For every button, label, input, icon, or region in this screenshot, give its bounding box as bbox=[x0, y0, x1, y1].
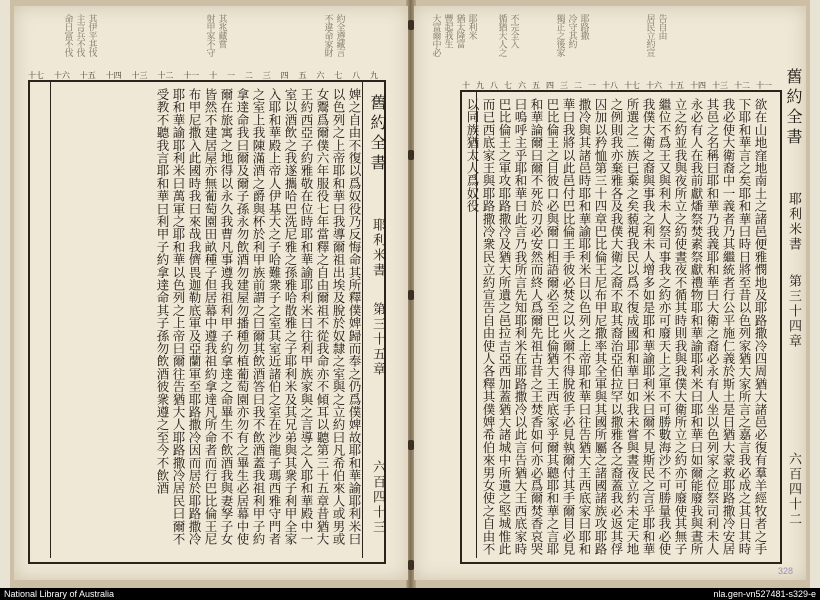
column-number: 十 bbox=[209, 71, 218, 80]
right-body-text: 欲在山地窪地南土之諸邑便雅憫地及耶路撒冷四周猶大諸邑必復有羣羊經牧者之手下耶和華言之矣耶和華曰時日將至昔以色列家猶大家所言之嘉言我必成之其日其時我必使大衛裔中一義者乃其繼統者行公平施仁義於斯土是日猶大蒙救耶路撒冷安居其邑之名稱曰耶和華乃我義耶和華曰大衛之裔必永有人坐以色列家之位祭司利未人永必有人在我前獻燔祭焚素祭獻禮物耶和華諭耶利米曰耶和華曰如爾能廢我與晝所立之約並我與夜所立之約使晝夜不循其時則我與我僕大衛所立之約亦可廢使其無子繼位不爲王又與利未人祭司事我之約亦可廢天上之軍不可勝數海沙不可勝量我必使我僕大衛之裔與事我之利未人增多如是耶和華諭耶利米曰爾不見斯民之言乎耶和華所選之二族已棄之矣藐視我民以爲不復成國耶和華曰如我未嘗與晝夜立約未定天地之例則我亦棄雅各及我僕大衛之裔不取其裔治亞伯拉罕以撒雅各之裔蓋我必返其俘囚加以矜恤第三十四章巴比倫王尼布甲尼撒率其全軍與其國所屬之諸國諸族攻耶路撒冷與其諸邑時耶和華諭耶利米曰以色列之上帝耶和華曰往告猶大王西底家曰耶和華曰我將以此邑付巴比倫王手彼必焚之以火爾不得脫彼手必見執爾付其手爾目必見巴比倫王之目彼口必與爾口相語爾必至巴比倫猶大王西底家乎爾其聽耶和華之言耶和華論爾曰爾不死於刃必安然而終人爲爾先祖古昔之王焚香如何亦必爲爾焚香哀哭曰嗚呼主乎耶和華曰此言乃我所言先知耶利米在耶路撒冷以此言告猶大王西底家時巴比倫王之軍攻耶路撒冷及猶大所遺之邑拉吉亞西加蓋猶大諸城中所遺之堅城惟此而已西底家王與耶路撒冷衆民立約宣告自由使人各釋其僕婢希伯來男女使之自由不以同族猶太人爲奴役 bbox=[465, 98, 768, 556]
book-spread bbox=[10, 0, 810, 588]
column-number: 四 bbox=[280, 71, 289, 80]
margin-note: 不違命家財 bbox=[322, 14, 333, 57]
margin-note: 耶路撒 bbox=[578, 14, 589, 40]
column-number: 十四 bbox=[690, 81, 706, 90]
column-number: 九 bbox=[370, 71, 378, 80]
column-number: 二 bbox=[574, 81, 582, 90]
column-number: 十六 bbox=[646, 81, 662, 90]
column-number: 十六 bbox=[53, 71, 70, 80]
margin-note: 命日富不伐 bbox=[62, 14, 73, 57]
column-number: 十八 bbox=[602, 81, 618, 90]
right-page-number: 六百四十二 bbox=[786, 452, 801, 527]
column-number: 六 bbox=[316, 71, 325, 80]
column-number: 十二 bbox=[157, 71, 174, 80]
column-number: 十五 bbox=[79, 71, 96, 80]
column-number: 三 bbox=[560, 81, 568, 90]
column-number: 十七 bbox=[624, 81, 640, 90]
margin-note: 主言兵不伐 bbox=[74, 14, 85, 57]
column-number: 十三 bbox=[712, 81, 728, 90]
column-number: 十二 bbox=[734, 81, 750, 90]
margin-note: 約全遵藏言 bbox=[334, 14, 345, 57]
right-header-title: 舊約全書 bbox=[784, 68, 803, 148]
column-number: 一 bbox=[588, 81, 596, 90]
right-inner-rule bbox=[462, 92, 477, 558]
right-header-chapter: 第三十四章 bbox=[786, 274, 801, 349]
margin-note: 循猶大人之 bbox=[496, 14, 507, 57]
margin-note: 猶太隆富 bbox=[454, 14, 465, 48]
column-number: 七 bbox=[504, 81, 512, 90]
column-number: 十七 bbox=[28, 71, 44, 80]
column-number: 十一 bbox=[183, 71, 200, 80]
margin-note: 射甲家不守 bbox=[204, 14, 215, 57]
column-number: 一 bbox=[227, 71, 235, 80]
margin-note: 不完全入 bbox=[508, 14, 519, 48]
footer-bar bbox=[0, 588, 820, 600]
right-header-book: 耶利米書 bbox=[786, 192, 801, 252]
footer-right: nla.gen-vn527481-s329-e bbox=[713, 589, 816, 599]
margin-note: 耶利米 bbox=[466, 14, 477, 40]
left-page bbox=[14, 6, 408, 580]
column-number: 八 bbox=[490, 81, 498, 90]
column-number: 六 bbox=[518, 81, 526, 90]
column-number: 五 bbox=[298, 71, 307, 80]
column-number: 三 bbox=[262, 71, 271, 80]
column-number: 九 bbox=[476, 81, 484, 90]
left-body-text: 婢之自由不復以爲奴役乃反悔命其所釋僕婢歸而奉之仍爲僕婢故耶和華諭耶利米曰以色列之上帝耶和華曰我導爾祖出埃及脫於奴隸之室與之立約曰凡希伯來人或男或女鬻爲爾僕六年服役七年當釋之自由爾祖不從我命亦不傾耳以聽第三十五章昔猶大王約西亞子約雅敬在位時耶和華諭耶利米曰往利甲族家與之言導之入耶和華殿中一室以酒飲之我遂攜哈巴洗尼雅之孫雅哈散雅之子耶利米及其兄弟與其衆子利甲全家入耶和華殿上帝人伊基大之子哈難衆子之室其室近諸伯之室在沙龍子瑪西雅守門者之室上我陳滿酒之爵與杯於利甲族前謂之曰爾其飲酒答曰我不飲酒蓋我祖利甲子約拿達命我曰爾及爾子孫永勿飲酒勿建屋勿播種勿植葡萄園亦勿有之畢生必居幕中使爾在旅寓之地得以永久我曹凡事遵我祖利甲子約拿達之命畢生不飲酒我與妻孥子女皆然不建居屋亦無葡萄園田畝種子但居幕中遵我祖約拿達凡所命者而行巴比倫王尼布甲尼撒入此國時我曰來哉我儕畏迦勒底軍及亞蘭軍至耶路撒冷因而居於耶路撒冷耶和華諭耶利米曰萬軍之耶和華以色列之上帝曰爾往告猶大人耶路撒冷居民曰爾不受教不聽我言耶和華曰利甲子約拿達命其子孫勿飲酒彼衆遵之至今不飲酒 bbox=[155, 88, 362, 546]
margin-note: 告自由 bbox=[656, 14, 667, 40]
column-number: 五 bbox=[532, 81, 540, 90]
column-number: 十 bbox=[462, 81, 470, 90]
left-page-number: 六百四十三 bbox=[370, 460, 385, 535]
left-outer-rule bbox=[28, 82, 51, 558]
margin-note: 冷守其約 bbox=[566, 14, 577, 48]
left-header-book: 耶利米書 bbox=[370, 218, 385, 278]
margin-note: 大富爾中必 bbox=[430, 14, 441, 57]
column-number: 十五 bbox=[668, 81, 684, 90]
column-number: 十三 bbox=[131, 71, 148, 80]
margin-note: 居民立約宣 bbox=[644, 14, 655, 57]
left-header-title: 舊約全書 bbox=[368, 94, 387, 174]
column-number: 四 bbox=[546, 81, 554, 90]
column-number: 十一 bbox=[756, 81, 772, 90]
margin-note: 其兆藏嘗 bbox=[216, 14, 227, 48]
column-number: 二 bbox=[244, 71, 253, 80]
left-header-chapter: 第三十五章 bbox=[370, 302, 385, 377]
column-number: 七 bbox=[334, 71, 343, 80]
margin-note: 豐起我生 bbox=[442, 14, 453, 48]
margin-note: 其伊平其伐 bbox=[86, 14, 97, 57]
header-rule bbox=[362, 82, 363, 558]
column-number: 十四 bbox=[105, 71, 122, 80]
column-number: 八 bbox=[352, 71, 361, 80]
pencil-folio-mark: 328 bbox=[778, 566, 794, 576]
margin-note: 獨正之後家 bbox=[554, 14, 565, 57]
right-page bbox=[414, 6, 806, 580]
footer-left: National Library of Australia bbox=[4, 589, 115, 599]
